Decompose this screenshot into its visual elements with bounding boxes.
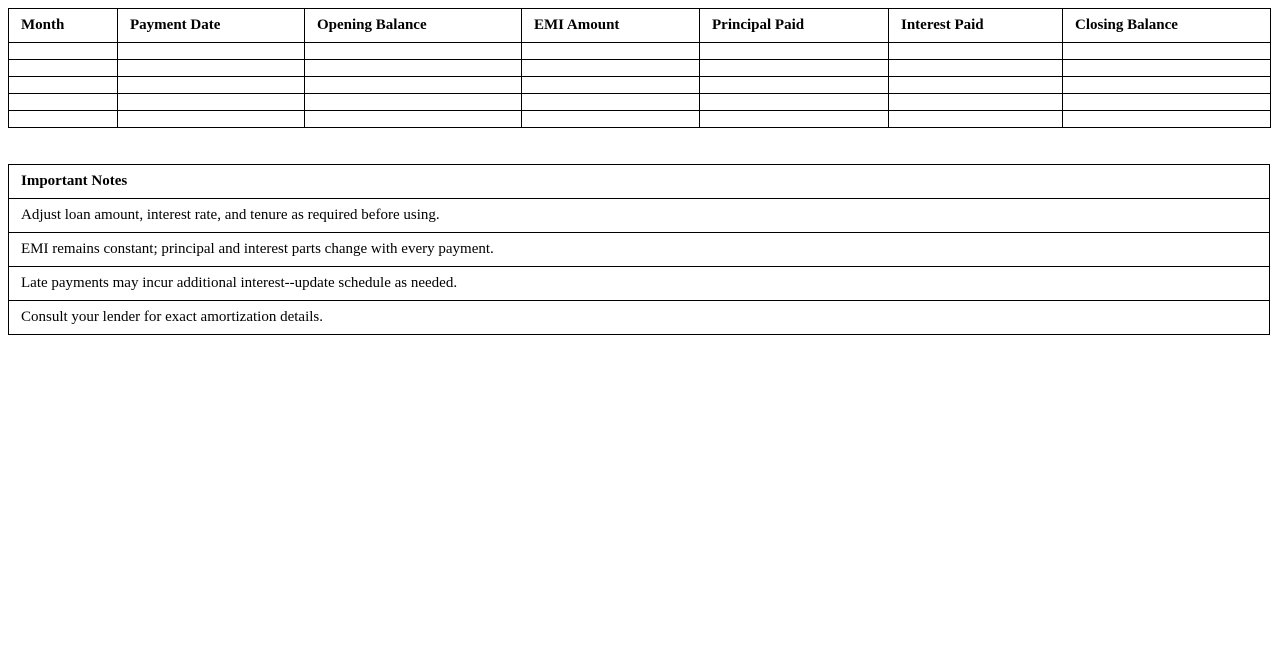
column-header-opening-balance: Opening Balance (305, 9, 522, 43)
note-text: EMI remains constant; principal and interest parts change with every payment. (9, 233, 1270, 267)
table-cell (9, 77, 118, 94)
table-cell (889, 43, 1063, 60)
important-notes-table (8, 164, 1270, 335)
table-cell (700, 43, 889, 60)
table-cell (700, 94, 889, 111)
note-text: Late payments may incur additional interest--update schedule as needed. (9, 267, 1270, 301)
table-cell (522, 60, 700, 77)
table-cell (522, 94, 700, 111)
table-cell (700, 77, 889, 94)
table-row (9, 77, 1271, 94)
table-cell (700, 111, 889, 128)
table-cell (1063, 94, 1271, 111)
table-cell (118, 77, 305, 94)
table-cell (118, 43, 305, 60)
note-text: Consult your lender for exact amortization details. (9, 301, 1270, 335)
table-cell (700, 60, 889, 77)
table-cell (305, 43, 522, 60)
notes-title: Important Notes (9, 165, 1270, 199)
table-row (9, 94, 1271, 111)
table-cell (522, 77, 700, 94)
list-item (9, 267, 1270, 301)
column-header-closing-balance: Closing Balance (1063, 9, 1271, 43)
note-text: Adjust loan amount, interest rate, and tenure as required before using. (9, 199, 1270, 233)
table-cell (1063, 77, 1271, 94)
table-cell (9, 60, 118, 77)
table-cell (118, 60, 305, 77)
table-cell (305, 60, 522, 77)
column-header-principal-paid: Principal Paid (700, 9, 889, 43)
column-header-month: Month (9, 9, 118, 43)
table-row (9, 111, 1271, 128)
table-cell (305, 111, 522, 128)
table-cell (889, 60, 1063, 77)
list-item (9, 199, 1270, 233)
table-header-row (9, 9, 1271, 43)
table-cell (118, 94, 305, 111)
table-cell (889, 111, 1063, 128)
table-cell (305, 77, 522, 94)
table-cell (118, 111, 305, 128)
table-cell (9, 94, 118, 111)
table-cell (1063, 60, 1271, 77)
column-header-payment-date: Payment Date (118, 9, 305, 43)
table-cell (889, 77, 1063, 94)
table-cell (305, 94, 522, 111)
table-row (9, 60, 1271, 77)
column-header-emi-amount: EMI Amount (522, 9, 700, 43)
table-cell (889, 94, 1063, 111)
list-item (9, 301, 1270, 335)
table-cell (9, 43, 118, 60)
list-item (9, 233, 1270, 267)
table-cell (522, 43, 700, 60)
table-row (9, 43, 1271, 60)
amortization-schedule-table (8, 8, 1271, 128)
table-cell (1063, 111, 1271, 128)
notes-header-row (9, 165, 1270, 199)
table-cell (522, 111, 700, 128)
table-cell (9, 111, 118, 128)
table-cell (1063, 43, 1271, 60)
column-header-interest-paid: Interest Paid (889, 9, 1063, 43)
